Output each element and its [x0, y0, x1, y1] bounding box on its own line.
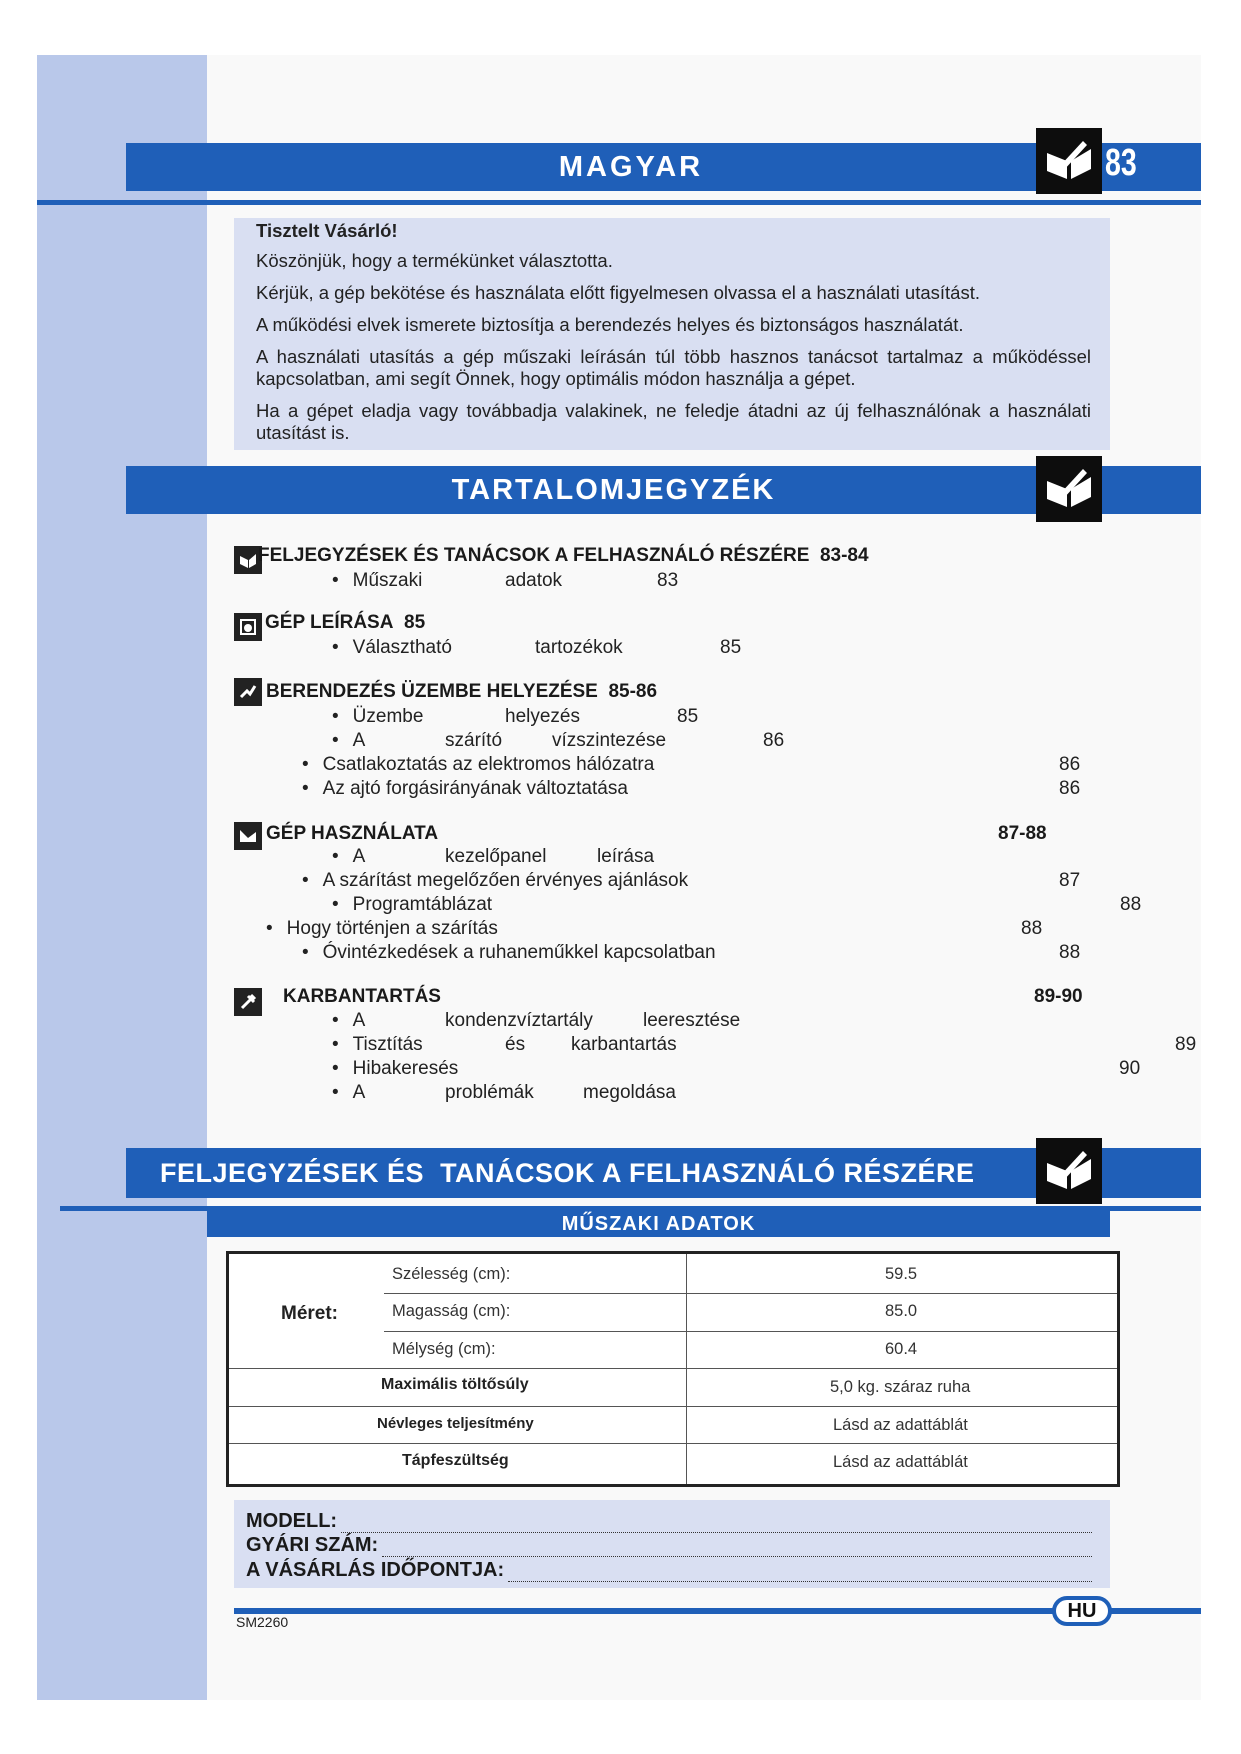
toc-item-page: 86 — [1059, 754, 1081, 775]
toc-item: • A — [332, 730, 365, 752]
language-badge — [1052, 1596, 1112, 1626]
toc-item-page: 86 — [763, 730, 785, 751]
toc-section-pages: 87-88 — [998, 823, 1047, 844]
toc-section-title: KARBANTARTÁS — [283, 986, 441, 1007]
load-value: 5,0 kg. száraz ruha — [830, 1378, 971, 1396]
toc-item-word: tartozékok — [535, 637, 623, 658]
spec-table — [226, 1251, 1120, 1487]
toc-item-page: 85 — [677, 706, 699, 727]
toc-item-page: 85 — [720, 637, 742, 658]
specs-header-bar — [207, 1211, 1110, 1237]
toc-item: • Csatlakoztatás az elektromos hálózatra — [302, 754, 654, 776]
toc-item: • Programtáblázat — [332, 894, 492, 916]
toc-item: • Műszaki — [332, 570, 422, 592]
toc-item: • A szárítást megelőzően érvényes ajánlások — [302, 870, 688, 892]
depth-label: Mélység (cm): — [392, 1340, 496, 1358]
toc-item-word: szárító — [445, 730, 503, 751]
toc-item-word: karbantartás — [571, 1034, 677, 1055]
toc-item-word: vízszintezése — [552, 730, 667, 751]
depth-value: 60.4 — [885, 1340, 918, 1358]
intro-line: Kérjük, a gép bekötése és használata előtt figyelmesen olvassa el a használati utasítást. — [256, 282, 980, 303]
divider — [229, 1443, 1117, 1444]
toc-item-page: 89 — [1175, 1034, 1197, 1055]
toc-item-word: leeresztése — [643, 1010, 741, 1031]
toc-item: • Választható — [332, 637, 452, 659]
document-code: SM2260 — [236, 1614, 289, 1630]
header-underline — [37, 200, 1201, 205]
toc-item-page: 88 — [1059, 942, 1081, 963]
height-value: 85.0 — [885, 1302, 918, 1320]
toc-section-title: GÉP LEÍRÁSA 85 — [265, 612, 426, 633]
toc-item-word: adatok — [505, 570, 563, 591]
divider — [229, 1368, 1117, 1369]
toc-item: • A — [332, 846, 365, 868]
installation-icon — [234, 678, 262, 706]
toc-item: • Üzembe — [332, 706, 423, 728]
toc-item: • Az ajtó forgásirányának változtatása — [302, 778, 628, 800]
width-label: Szélesség (cm): — [392, 1265, 511, 1283]
toc-item-page: 83 — [657, 570, 679, 591]
toc-item: • Tisztítás — [332, 1034, 423, 1056]
toc-item-word: és — [505, 1034, 526, 1055]
toc-item: • A — [332, 1082, 365, 1104]
toc-item-word: leírása — [597, 846, 655, 867]
divider — [384, 1293, 1117, 1294]
toc-item-page: 87 — [1059, 870, 1081, 891]
power-value: Lásd az adattáblát — [833, 1416, 968, 1434]
voltage-label: Tápfeszültség — [402, 1452, 509, 1469]
language-badge-text: HU — [1067, 1599, 1097, 1622]
toc-item: • Óvintézkedések a ruhaneműkkel kapcsolatban — [302, 942, 716, 964]
toc-section-pages: 89-90 — [1034, 986, 1083, 1007]
intro-line: A működési elvek ismerete biztosítja a berendezés helyes és biztonságos használatát. — [256, 314, 964, 335]
intro-line: Ha a gépet eladja vagy továbbadja valakinek, ne feledje átadni az új felhasználónak a használati utasítást is. — [256, 400, 1091, 443]
load-label: Maximális töltősúly — [381, 1376, 529, 1393]
toc-item-word: problémák — [445, 1082, 534, 1103]
purchase-date-field[interactable]: A VÁSÁRLÁS IDŐPONTJA: — [246, 1559, 1092, 1582]
size-label: Méret: — [281, 1303, 339, 1324]
page-number: 83 — [1105, 142, 1137, 184]
divider — [384, 1331, 1117, 1332]
serial-field[interactable]: GYÁRI SZÁM: — [246, 1534, 1092, 1557]
toc-item: • Hogy történjen a szárítás — [266, 918, 498, 940]
toc-item-page: 86 — [1059, 778, 1081, 799]
specs-title: MŰSZAKI ADATOK — [561, 1212, 756, 1235]
divider — [229, 1406, 1117, 1407]
toc-item-page: 88 — [1021, 918, 1043, 939]
toc-item-page: 88 — [1120, 894, 1142, 915]
voltage-value: Lásd az adattáblát — [833, 1453, 968, 1471]
toc-section-title: BERENDEZÉS ÜZEMBE HELYEZÉSE 85-86 — [266, 681, 658, 702]
owner-info-panel — [234, 1500, 1110, 1588]
toc-item-word: kezelőpanel — [445, 846, 547, 867]
language-title: MAGYAR — [558, 150, 704, 183]
book-icon — [1036, 128, 1102, 194]
divider — [686, 1254, 687, 1484]
intro-line: Köszönjük, hogy a termékünket választotta. — [256, 250, 613, 271]
book-icon — [1036, 456, 1102, 522]
width-value: 59.5 — [885, 1265, 918, 1283]
toc-item: • Hibakeresés — [332, 1058, 458, 1080]
model-field[interactable]: MODELL: — [246, 1510, 1092, 1533]
notes-title: FELJEGYZÉSEK ÉS TANÁCSOK A FELHASZNÁLÓ RÉSZÉRE — [160, 1157, 975, 1188]
toc-section-title: GÉP HASZNÁLATA — [266, 823, 439, 844]
toc-item-word: kondenzvíztartály — [445, 1010, 593, 1031]
book-icon — [1036, 1138, 1102, 1204]
toc-item-page: 90 — [1119, 1058, 1141, 1079]
toc-item-word: megoldása — [583, 1082, 676, 1103]
toc-item: • A — [332, 1010, 365, 1032]
machine-icon — [234, 613, 262, 641]
intro-line: A használati utasítás a gép műszaki leírásán túl több hasznos tanácsot tartalmaz a működéssel kapcsolatban, ami segít Önnek, hogy optimális módon használja a gépet. — [256, 346, 1091, 389]
power-label: Névleges teljesítmény — [377, 1415, 534, 1432]
intro-panel — [234, 218, 1110, 450]
height-label: Magasság (cm): — [392, 1302, 511, 1320]
toc-title: TARTALOMJEGYZÉK — [451, 473, 776, 506]
maintenance-icon — [234, 988, 262, 1016]
toc-item-word: helyezés — [505, 706, 580, 727]
greeting: Tisztelt Vásárló! — [256, 220, 398, 241]
left-sidebar-band — [37, 55, 207, 1700]
usage-icon — [234, 822, 262, 850]
language-header-bar — [126, 143, 1036, 191]
toc-section-title: FELJEGYZÉSEK ÉS TANÁCSOK A FELHASZNÁLÓ RÉSZÉRE 83-84 — [258, 545, 869, 566]
